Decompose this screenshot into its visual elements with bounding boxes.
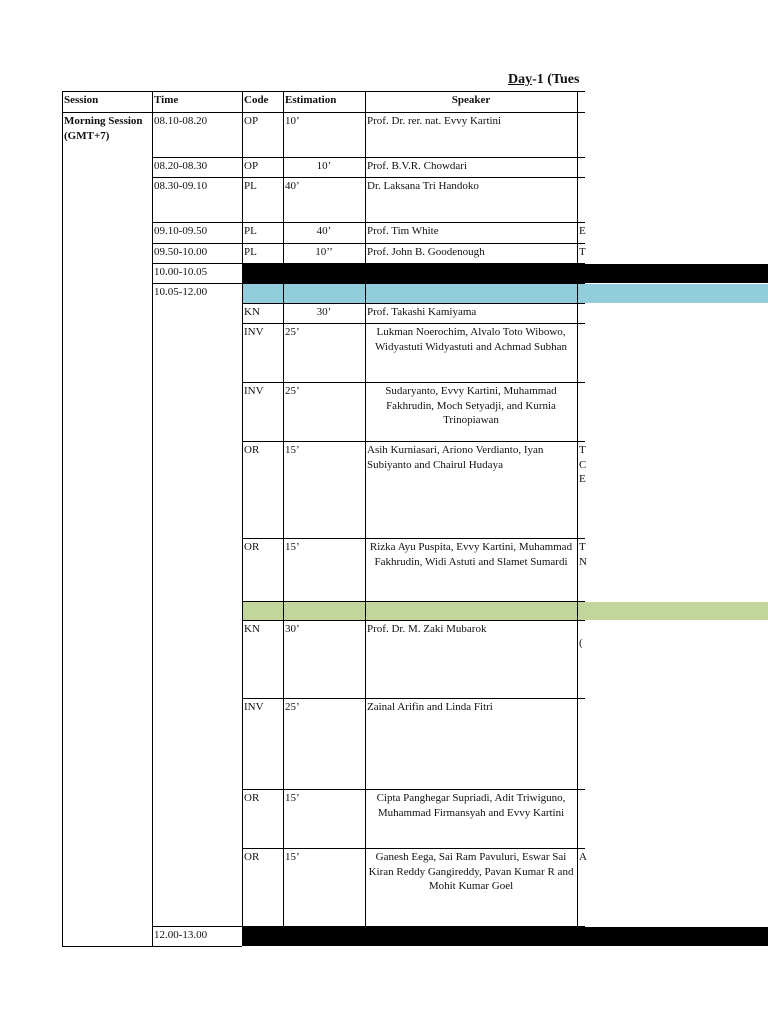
session-label: Morning Session (GMT+7) xyxy=(64,115,143,142)
estimation-cell: 25’ xyxy=(285,326,300,338)
code-cell xyxy=(244,285,281,302)
estimation-cell: 15’ xyxy=(285,541,300,553)
estimation-cell: 25’ xyxy=(285,385,300,397)
speaker-cell: Zainal Arifin and Linda Fitri xyxy=(367,701,493,713)
cutoff-detail-cell: A xyxy=(579,851,587,863)
code-cell xyxy=(244,928,281,945)
estimation-cell: 10’’ xyxy=(315,246,333,258)
col-line-code xyxy=(242,91,243,946)
col-line-time xyxy=(152,91,153,946)
header-estimation: Estimation xyxy=(285,94,337,106)
cutoff-detail-cell: ( xyxy=(579,637,583,649)
code-cell: KN xyxy=(244,623,260,635)
time-cell xyxy=(154,305,240,322)
speaker-cell: Prof. B.V.R. Chowdari xyxy=(367,160,468,172)
row-line xyxy=(242,698,585,699)
estimation-cell: 30’ xyxy=(316,306,332,318)
estimation-cell xyxy=(285,285,363,302)
col-line-right xyxy=(577,91,578,926)
row-line xyxy=(152,177,585,178)
code-cell: OR xyxy=(244,851,260,863)
code-cell: PL xyxy=(244,180,257,192)
speaker-cell xyxy=(367,265,575,282)
estimation-cell: 30’ xyxy=(285,623,300,635)
session-band-green xyxy=(242,602,768,620)
time-cell xyxy=(154,540,240,600)
code-cell xyxy=(244,265,281,282)
cutoff-detail-cell xyxy=(579,700,587,788)
time-cell: 08.30-09.10 xyxy=(154,180,208,192)
speaker-cell: Cipta Panghegar Supriadi, Adit Triwiguno, Muhammad Firmansyah and Evvy Kartini xyxy=(376,792,566,819)
row-line xyxy=(242,303,585,304)
col-line-speaker xyxy=(365,91,366,926)
cutoff-detail-cell xyxy=(579,325,587,381)
cutoff-detail-cell xyxy=(579,384,587,440)
header-code: Code xyxy=(244,94,269,106)
header-bottom-line xyxy=(62,112,585,113)
time-cell xyxy=(154,791,240,847)
time-cell: 10.00-10.05 xyxy=(154,266,208,278)
time-cell: 09.10-09.50 xyxy=(154,225,208,237)
time-cell: 08.20-08.30 xyxy=(154,160,208,172)
row-line xyxy=(242,601,585,602)
code-cell: OP xyxy=(244,160,259,172)
row-line xyxy=(242,323,585,324)
time-cell: 09.50-10.00 xyxy=(154,246,208,258)
cutoff-detail-cell: T N xyxy=(579,541,587,568)
cutoff-detail-cell xyxy=(579,114,587,156)
estimation-cell: 15’ xyxy=(285,444,300,456)
row-line xyxy=(242,620,585,621)
cutoff-detail-cell: E xyxy=(579,225,586,237)
code-cell: INV xyxy=(244,326,264,338)
time-cell xyxy=(154,850,240,925)
time-cell xyxy=(154,325,240,381)
col-line-session xyxy=(62,91,63,946)
code-cell: PL xyxy=(244,225,257,237)
estimation-cell: 40’ xyxy=(285,180,300,192)
cutoff-detail-cell xyxy=(579,159,587,176)
code-cell: OR xyxy=(244,792,260,804)
cutoff-detail-cell xyxy=(579,265,587,282)
code-cell: KN xyxy=(244,306,260,318)
code-cell: OP xyxy=(244,115,259,127)
row-line xyxy=(152,222,585,223)
estimation-cell: 15’ xyxy=(285,851,300,863)
row-line xyxy=(242,441,585,442)
speaker-cell xyxy=(367,928,575,945)
speaker-cell: Lukman Noerochim, Alvalo Toto Wibowo, Widyastuti Widyastuti and Achmad Subhan xyxy=(374,326,567,353)
estimation-cell xyxy=(285,265,363,282)
col-line-estimation xyxy=(283,91,284,926)
header-speaker: Speaker xyxy=(451,94,491,106)
cutoff-detail-cell xyxy=(579,179,587,221)
speaker-cell: Asih Kurniasari, Ariono Verdianto, Iyan Subiyanto and Chairul Hudaya xyxy=(367,444,544,471)
time-cell: 12.00-13.00 xyxy=(154,929,208,941)
row-line xyxy=(242,848,585,849)
header-session: Session xyxy=(64,94,99,106)
time-cell xyxy=(154,622,240,697)
title-suffix: -1 (Tues xyxy=(532,72,580,87)
cutoff-detail-cell xyxy=(579,791,587,847)
estimation-cell: 10’ xyxy=(316,160,332,172)
time-cell: 08.10-08.20 xyxy=(154,115,208,127)
speaker-cell: Ganesh Eega, Sai Ram Pavuluri, Eswar Sai Kiran Reddy Gangireddy, Pavan Kumar R and Mohit Kumar Goel xyxy=(368,851,574,892)
estimation-cell: 25’ xyxy=(285,701,300,713)
speaker-cell: Rizka Ayu Puspita, Evvy Kartini, Muhammad Fakhrudin, Widi Astuti and Slamet Sumardi xyxy=(369,541,573,568)
cutoff-detail-cell: T C E xyxy=(579,444,587,485)
speaker-cell: Prof. Tim White xyxy=(367,225,439,237)
estimation-cell: 15’ xyxy=(285,792,300,804)
row-line xyxy=(152,157,585,158)
code-cell: INV xyxy=(244,701,264,713)
cutoff-detail-cell xyxy=(579,305,587,322)
title-prefix: Day xyxy=(508,72,533,87)
time-cell xyxy=(154,700,240,788)
row-line xyxy=(242,382,585,383)
row-line xyxy=(242,789,585,790)
row-line xyxy=(152,243,585,244)
speaker-cell xyxy=(367,285,575,302)
code-cell: OR xyxy=(244,541,260,553)
code-cell: OR xyxy=(244,444,260,456)
cutoff-detail-cell: T xyxy=(579,246,586,258)
page-title xyxy=(508,72,579,88)
code-cell: PL xyxy=(244,246,257,258)
table-bottom-line xyxy=(62,946,242,947)
speaker-cell: Dr. Laksana Tri Handoko xyxy=(367,180,479,192)
cutoff-detail-cell xyxy=(579,928,587,945)
time-cell xyxy=(154,384,240,440)
header-time: Time xyxy=(154,94,179,106)
estimation-cell xyxy=(285,928,363,945)
row-line xyxy=(152,263,585,264)
speaker-cell: Prof. Dr. M. Zaki Mubarok xyxy=(367,623,487,635)
cutoff-detail-cell xyxy=(579,285,587,302)
estimation-cell: 40’ xyxy=(316,225,332,237)
row-line xyxy=(242,538,585,539)
header-top-line xyxy=(62,91,585,92)
speaker-cell: Prof. Dr. rer. nat. Evvy Kartini xyxy=(367,115,502,127)
row-line xyxy=(152,926,585,927)
speaker-cell: Sudaryanto, Evvy Kartini, Muhammad Fakhrudin, Moch Setyadji, and Kurnia Trinopiawan xyxy=(385,385,557,426)
time-cell: 10.05-12.00 xyxy=(154,286,208,298)
time-cell xyxy=(154,443,240,537)
speaker-cell: Prof. Takashi Kamiyama xyxy=(367,306,477,318)
estimation-cell: 10’ xyxy=(285,115,300,127)
code-cell: INV xyxy=(244,385,264,397)
speaker-cell: Prof. John B. Goodenough xyxy=(367,246,485,258)
row-line xyxy=(152,283,585,284)
